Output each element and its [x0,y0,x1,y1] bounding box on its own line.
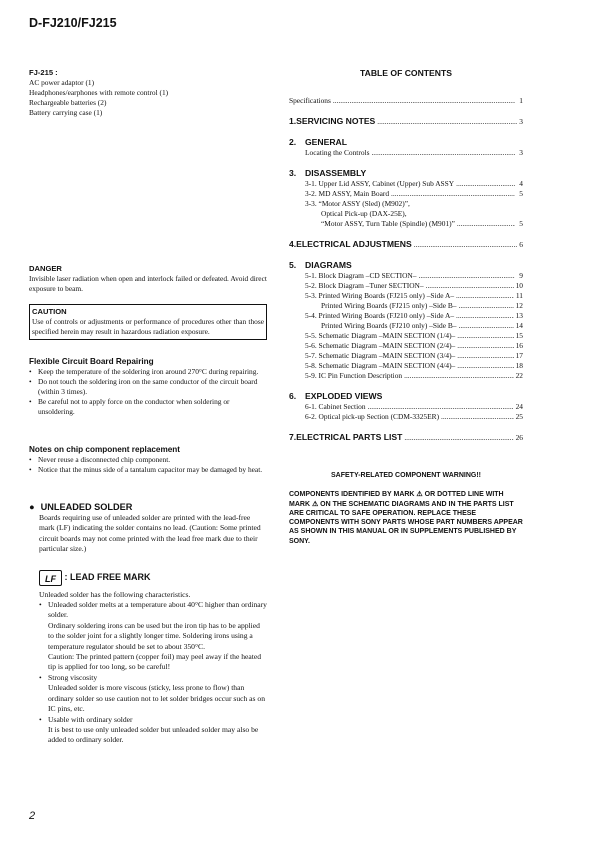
toc-section-title: GENERAL [305,137,348,147]
toc-entry-label: 5-7. Schematic Diagram –MAIN SECTION (3/4)– [305,351,456,360]
toc-entry-label: 3-2. MD ASSY, Main Board [305,189,390,198]
leadfree-block [29,569,267,746]
caution-heading: CAUTION [32,307,67,316]
toc-entry[interactable] [289,412,523,422]
toc-entry-label: 6-2. Optical pick-up Section (CDM-3325ER) [305,412,440,421]
flexible-item: • Keep the temperature of the soldering iron around 270°C during repairing. [29,367,267,377]
toc-section [289,239,523,250]
accessory-item: Rechargeable batteries (2) [29,98,107,107]
toc-entry-page: 12 [515,301,523,310]
toc-entry[interactable] [289,351,523,361]
danger-block [29,264,267,294]
chip-heading: Notes on chip component replacement [29,445,181,454]
toc-entry-page: 14 [515,321,523,330]
toc-section-heading[interactable] [289,432,523,443]
flexible-list [29,367,267,417]
toc-section-number: 6. [289,391,297,401]
leadfree-list [39,600,267,746]
toc-entry[interactable] [289,331,523,341]
leadfree-item-note: Caution: The printed pattern (copper foil) may peel away if the heated tip is applied for too long, so be careful! [48,652,262,672]
toc-entry-label: 5-4. Printed Wiring Boards (FJ210 only) –Side A– [305,311,455,320]
toc-entry[interactable] [289,311,523,321]
leadfree-item-body: Ordinary soldering irons can be used but the iron tip has to be applied to the solder joint for a slightly longer time. Soldering irons using a temperature regulator should be set to about 350°C. [48,620,260,651]
safety-block [289,471,523,546]
toc-entry[interactable] [289,148,523,158]
leadfree-heading: : LEAD FREE MARK [64,572,151,582]
flexible-item: • Be careful not to apply force on the conductor when soldering or unsoldering. [29,397,267,417]
toc-entry-page: 15 [515,331,523,340]
toc-entry-page: 5 [519,219,523,228]
bullet-icon: ● [29,502,35,512]
flexible-item: • Do not touch the soldering iron on the same conductor of the circuit board (within 3 times). [29,377,267,397]
toc-section-page: 26 [515,433,523,442]
toc-section [289,391,523,422]
toc-section-heading[interactable] [289,168,523,179]
leadfree-item-head: • Unleaded solder melts at a temperature about 40°C higher than ordinary solder. [48,600,267,620]
toc-entry-page: 16 [515,341,523,350]
toc-section-heading[interactable] [289,116,523,127]
toc-section-title: ELECTRICAL ADJUSTMENS [296,239,412,249]
toc-entry-page: 9 [519,271,523,280]
toc-section-title: DIAGRAMS [305,260,352,270]
chip-list [29,455,267,475]
toc-section [289,137,523,158]
toc-entry-label: 6-1. Cabinet Section [305,402,366,411]
toc-entry[interactable] [289,301,523,311]
toc-section-number: 2. [289,137,297,147]
toc-section-page: 6 [519,240,523,249]
leadfree-item [39,715,267,746]
toc-entry-label: 3-1. Upper Lid ASSY, Cabinet (Upper) Sub ASSY [305,179,455,188]
toc-section-number: 4. [289,239,297,249]
toc-entry-page: 11 [515,291,523,300]
leadfree-item [39,673,267,715]
safety-text: COMPONENTS IDENTIFIED BY MARK ⚠ OR DOTTED LINE WITH MARK ⚠ ON THE SCHEMATIC DIAGRAMS AND IN THE PARTS LIST ARE CRITICAL TO SAFE OPERATION. REPLACE THESE COMPONENTS WITH SONY PARTS WHOSE PART NUMBERS APPEAR AS SHOWN IN THIS MANUAL OR IN SUPPLEMENTS PUBLISHED BY SONY. [289,491,523,545]
unleaded-heading: UNLEADED SOLDER [40,502,133,512]
toc-entry-page: 13 [515,311,523,320]
toc-section-title: DISASSEMBLY [305,168,367,178]
leadfree-intro: Unleaded solder has the following characteristics. [39,589,191,599]
toc-entry-page: 22 [515,371,523,380]
toc-title: TABLE OF CONTENTS [360,68,452,78]
toc-entry-label: 5-2. Block Diagram –Tuner SECTION– [305,281,424,290]
document-header: D-FJ210/FJ215 [29,16,117,30]
toc-entry-label: 5-5. Schematic Diagram –MAIN SECTION (1/4)– [305,331,456,340]
toc-entry[interactable] [289,199,523,209]
toc-entry[interactable] [289,271,523,281]
toc-entry-specifications[interactable]: Specifications ..... 1 [289,96,523,106]
toc-entry-label: Printed Wiring Boards (FJ215 only) –Side B– [321,301,457,310]
toc-entry-page: 17 [515,351,523,360]
toc-entry[interactable] [289,179,523,189]
toc-entry-page: 4 [519,179,523,188]
toc-section [289,168,523,229]
toc-entry[interactable] [289,281,523,291]
toc-section-number: 5. [289,260,297,270]
flexible-block [29,356,267,417]
toc-section [289,116,523,127]
toc-entry[interactable] [289,341,523,351]
toc-section-title: EXPLODED VIEWS [305,391,383,401]
danger-heading: DANGER [29,264,62,273]
accessories-list [29,78,267,118]
toc-entry-page: 24 [515,402,523,411]
toc-entry-label: 5-3. Printed Wiring Boards (FJ215 only) –Side A– [305,291,455,300]
toc-entry-label: 5-1. Block Diagram –CD SECTION– [305,271,417,280]
chip-block [29,444,267,475]
toc-entry-page: 10 [515,281,523,290]
accessory-item: Battery carrying case (1) [29,108,103,117]
chip-item: • Never reuse a disconnected chip component. [29,455,267,465]
toc-entry-label: 5-9. IC Pin Function Description [305,371,403,380]
toc-section-title: ELECTRICAL PARTS LIST [296,432,403,442]
accessory-item: AC power adaptor (1) [29,78,95,87]
toc-entry-page: 18 [515,361,523,370]
safety-heading: SAFETY-RELATED COMPONENT WARNING!! [331,472,481,479]
leadfree-item-body: Unleaded solder is more viscous (sticky, less prone to flow) than ordinary solder so use caution not to let solder bridges occur such as on IC pins, etc. [48,683,266,714]
toc-entry[interactable] [289,371,523,381]
toc-entry-page: 5 [519,189,523,198]
toc-entry[interactable] [289,402,523,412]
accessory-item: Headphones/earphones with remote control (1) [29,88,169,97]
toc-entry-label: Printed Wiring Boards (FJ210 only) –Side B– [321,321,457,330]
toc-section-number: 7. [289,432,297,442]
toc-section-heading[interactable] [289,239,523,250]
toc-section [289,432,523,443]
toc-section [289,260,523,381]
toc-entry[interactable] [289,291,523,301]
toc-entry-label: 5-8. Schematic Diagram –MAIN SECTION (4/4)– [305,361,456,370]
unleaded-text: Boards requiring use of unleaded solder are printed with the lead-free mark (LF) indicating the solder contains no lead. (Caution: Some printed circuit boards may not come printed with the lead free mark due to their particular size.) [39,513,261,554]
accessories-block [29,68,267,118]
page-number: 2 [29,810,36,822]
leadfree-item [39,600,267,673]
toc-entry-label: Locating the Controls [305,148,370,157]
unleaded-block [29,501,267,555]
chip-item: • Notice that the minus side of a tantalum capacitor may be damaged by heat. [29,465,267,475]
caution-box [29,304,267,340]
right-column [289,68,523,546]
toc-entry-page: 3 [519,148,523,157]
toc-entry[interactable] [289,189,523,199]
leadfree-item-head: • Usable with ordinary solder [48,714,133,724]
toc-entry[interactable] [289,219,523,229]
toc-entry[interactable] [289,321,523,331]
danger-text: Invisible laser radiation when open and interlock failed or defeated. Avoid direct exposure to beam. [29,274,267,293]
toc-section-heading[interactable] [289,137,523,148]
toc-entry-label: “Motor ASSY, Turn Table (Spindle) (M901)” [321,219,455,228]
leadfree-item-body: It is best to use only unleaded solder but unleaded solder may also be added to ordinary solder. [48,724,259,745]
toc-section-number: 1. [289,116,297,126]
lead-free-mark-icon: LF [39,570,62,586]
accessories-heading: FJ-215 : [29,68,58,77]
toc-entry-label: 5-6. Schematic Diagram –MAIN SECTION (2/4)– [305,341,456,350]
toc-entry[interactable] [289,209,523,219]
toc-entry[interactable] [289,361,523,371]
toc-section-page: 3 [519,117,523,126]
leadfree-item-head: • Strong viscosity [48,672,98,682]
toc-entry-label: 3-3. “Motor ASSY (Sled) (M902)”, [305,199,410,208]
toc-entry-page: 25 [515,412,523,421]
toc-section-title: SERVICING NOTES [296,116,376,126]
toc-entry-label: Optical Pick-up (DAX-25E), [321,209,407,218]
toc-section-number: 3. [289,168,297,178]
toc-section-heading[interactable] [289,260,523,271]
toc-section-heading[interactable] [289,391,523,402]
toc-sections [289,116,523,443]
flexible-heading: Flexible Circuit Board Repairing [29,357,154,366]
caution-text: Use of controls or adjustments or performance of procedures other than those specified herein may result in hazardous radiation exposure. [32,317,264,336]
